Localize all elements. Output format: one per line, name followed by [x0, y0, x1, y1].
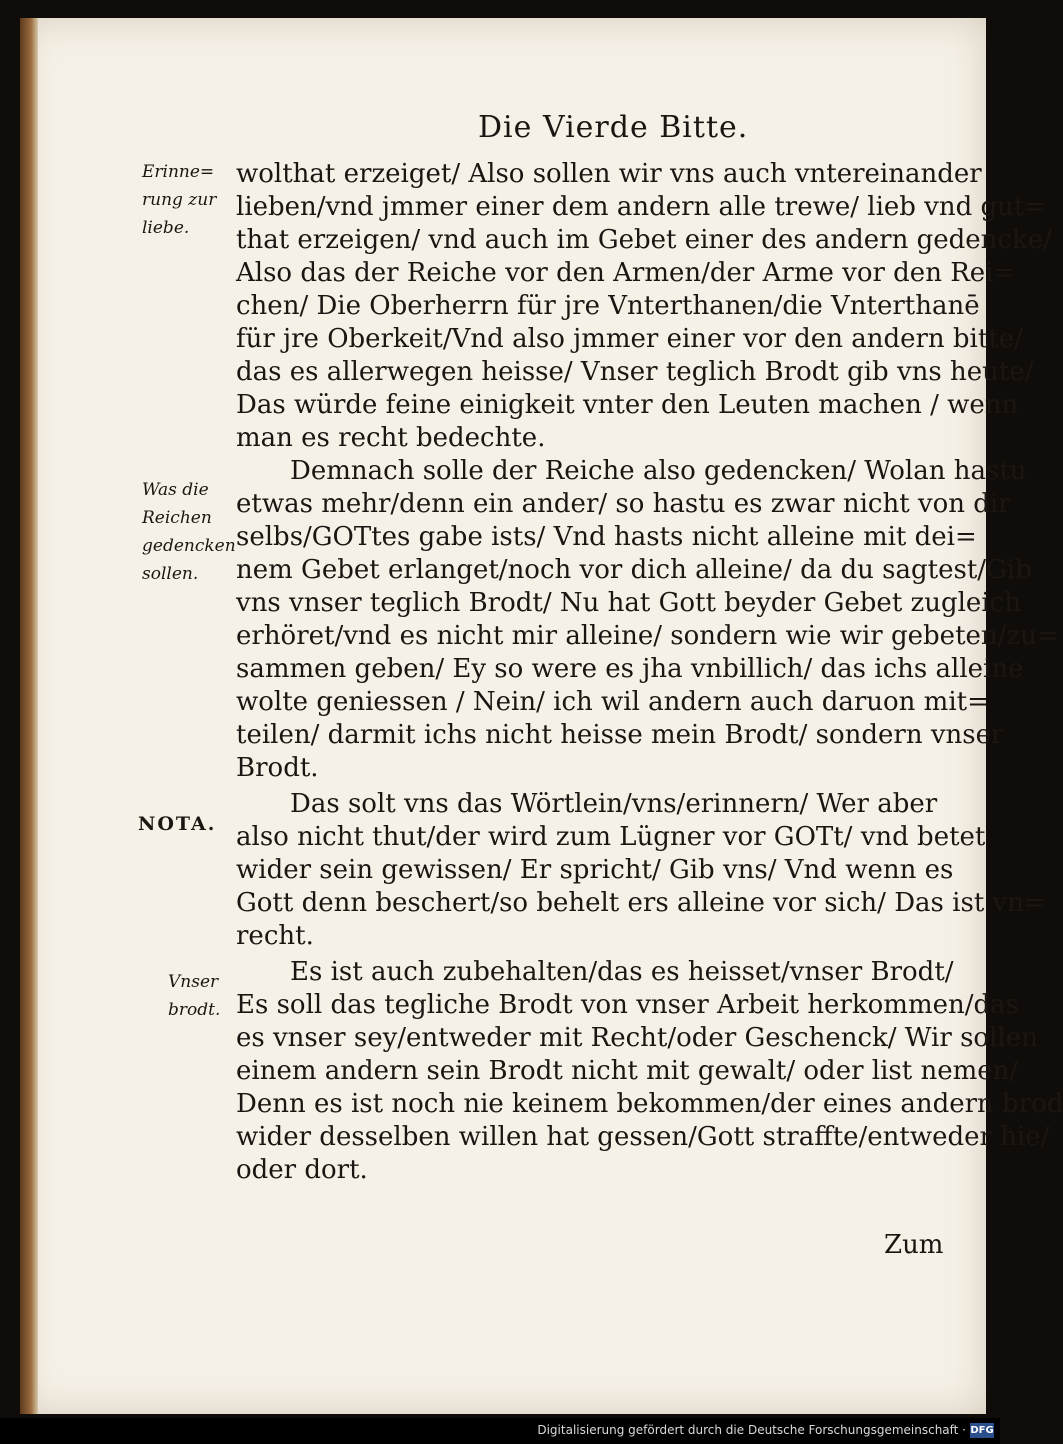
footer-bar	[0, 1418, 1000, 1444]
text-line: erhöret/vnd es nicht mir alleine/ sondern wie wir gebeten/zu=	[236, 621, 1059, 651]
footer-credit: Digitalisierung gefördert durch die Deutsche Forschungsgemeinschaft ·	[537, 1423, 966, 1437]
running-head: Die Vierde Bitte.	[478, 110, 749, 145]
note-line: Was die	[142, 480, 209, 500]
text-line: chen/ Die Oberherrn für jre Vnterthanen/die Vnterthanē	[236, 291, 980, 321]
text-line: etwas mehr/denn ein ander/ so hastu es zwar nicht von dir	[236, 489, 1011, 519]
text-line: wider sein gewissen/ Er spricht/ Gib vns/ Vnd wenn es	[236, 855, 954, 885]
text-line: that erzeigen/ vnd auch im Gebet einer des andern gedencke/	[236, 225, 1052, 255]
text-line: sammen geben/ Ey so were es jha vnbillich/ das ichs alleine	[236, 654, 1024, 684]
text-line: Also das der Reiche vor den Armen/der Arme vor den Rei=	[236, 258, 1016, 288]
book-spine-edge	[20, 18, 38, 1414]
text-line: teilen/ darmit ichs nicht heisse mein Brodt/ sondern vnser	[236, 720, 1004, 750]
dfg-logo-icon: DFG	[970, 1425, 994, 1436]
text-line: Es ist auch zubehalten/das es heisset/vnser Brodt/	[290, 957, 954, 987]
text-line: für jre Oberkeit/Vnd also jmmer einer vor den andern bitte/	[236, 324, 1023, 354]
note-line: Reichen	[142, 508, 212, 528]
text-line: selbs/GOTtes gabe ists/ Vnd hasts nicht alleine mit dei=	[236, 522, 977, 552]
text-line: einem andern sein Brodt nicht mit gewalt/ oder list nemen/	[236, 1056, 1019, 1086]
text-line: vns vnser teglich Brodt/ Nu hat Gott beyder Gebet zugleich	[236, 588, 1021, 618]
text-line: es vnser sey/entweder mit Recht/oder Geschenck/ Wir sollen	[236, 1023, 1038, 1053]
text-line: das es allerwegen heisse/ Vnser teglich Brodt gib vns heute/	[236, 357, 1034, 387]
text-line: Denn es ist noch nie keinem bekommen/der eines andern brod	[236, 1089, 1063, 1119]
text-line: man es recht bedechte.	[236, 423, 546, 453]
text-line: oder dort.	[236, 1155, 368, 1185]
text-line: recht.	[236, 921, 314, 951]
note-line: Erinne=	[142, 162, 215, 182]
text-line: wolte geniessen / Nein/ ich wil andern auch daruon mit=	[236, 687, 989, 717]
note-line: rung zur	[142, 190, 217, 210]
text-line: wider desselben willen hat gessen/Gott straffte/entweder hie/	[236, 1122, 1050, 1152]
text-line: Das würde feine einigkeit vnter den Leuten machen / wenn	[236, 390, 1019, 420]
text-line: Gott denn beschert/so behelt ers alleine vor sich/ Das ist vn=	[236, 888, 1046, 918]
note-line: liebe.	[142, 218, 190, 238]
note-line: Vnser	[168, 972, 219, 992]
text-line: also nicht thut/der wird zum Lügner vor GOTt/ vnd betet	[236, 822, 986, 852]
marginal-note-reichen	[142, 476, 236, 588]
text-line: Demnach solle der Reiche also gedencken/ Wolan hastu	[290, 456, 1027, 486]
catchword: Zum	[884, 1230, 944, 1260]
marginal-note-erinnerung	[142, 158, 216, 242]
marginal-note-nota	[138, 810, 216, 838]
text-line: Das solt vns das Wörtlein/vns/erinnern/ Wer aber	[290, 789, 938, 819]
note-line: NOTA.	[138, 813, 217, 835]
text-line: wolthat erzeiget/ Also sollen wir vns auch vntereinander	[236, 159, 982, 189]
marginal-note-vnser-brodt	[168, 968, 220, 1024]
book-page	[20, 18, 1063, 1414]
text-line: lieben/vnd jmmer einer dem andern alle trewe/ lieb vnd gut=	[236, 192, 1047, 222]
note-line: sollen.	[142, 564, 199, 584]
text-line: Es soll das tegliche Brodt von vnser Arbeit herkommen/das	[236, 990, 1019, 1020]
text-line: Brodt.	[236, 753, 319, 783]
text-line: nem Gebet erlanget/noch vor dich alleine/ da du sagtest/Gib	[236, 555, 1032, 585]
note-line: gedencken	[142, 536, 236, 556]
note-line: brodt.	[168, 1000, 221, 1020]
